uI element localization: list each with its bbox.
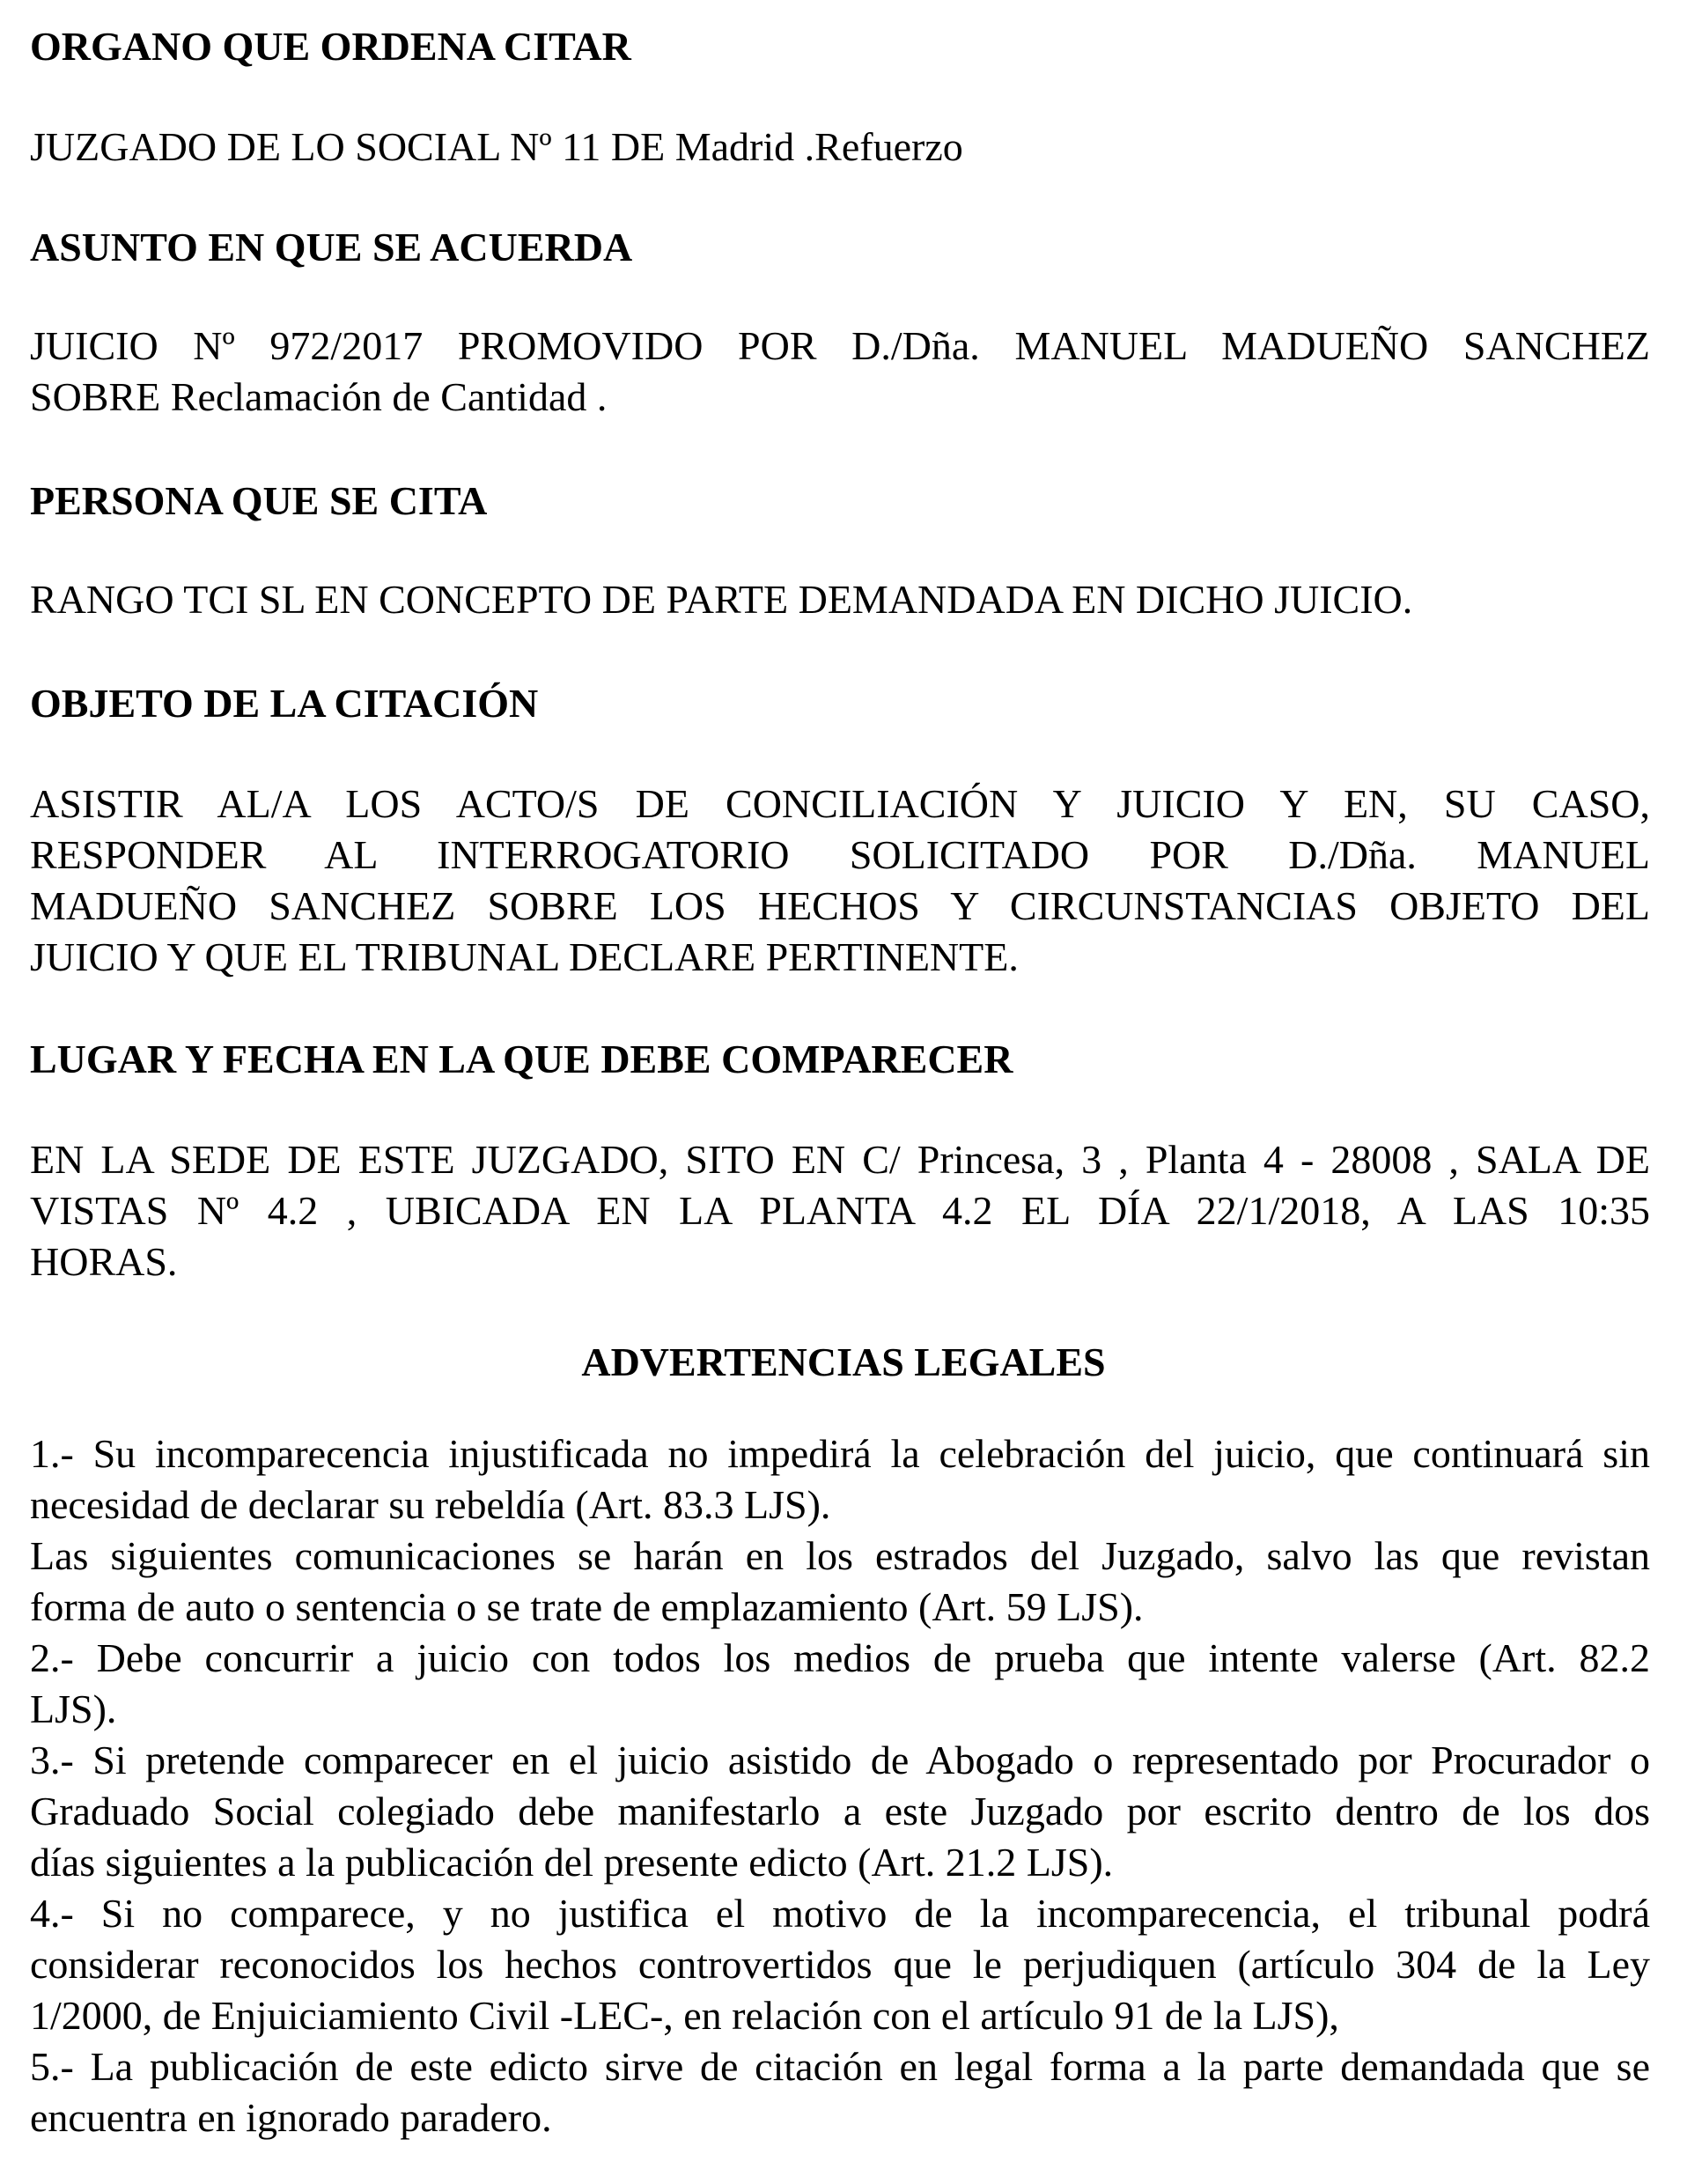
advertencia-line: 4.- Si no comparece, y no justifica el motivo de la incomparecencia, el tribunal podrá: [30, 1891, 1650, 1936]
advertencia-line: considerar reconocidos los hechos controvertidos que le perjudiquen (artículo 304 de la Ley: [30, 1942, 1650, 1987]
advertencia-line: encuentra en ignorado paradero.: [30, 2095, 552, 2140]
advertencia-line: LJS).: [30, 1686, 117, 1731]
objeto-line: ASISTIR AL/A LOS ACTO/S DE CONCILIACIÓN Y JUICIO Y EN, SU CASO,: [30, 781, 1650, 826]
heading-persona: PERSONA QUE SE CITA: [30, 478, 488, 523]
asunto-text: [30, 321, 1650, 423]
persona-text: [30, 574, 1650, 625]
advertencia-line: 5.- La publicación de este edicto sirve de citación en legal forma a la parte demandada que se: [30, 2044, 1650, 2089]
lugar-line: HORAS.: [30, 1239, 178, 1284]
advertencia-line: Las siguientes comunicaciones se harán en los estrados del Juzgado, salvo las que revistan: [30, 1533, 1650, 1578]
advertencia-line: 1/2000, de Enjuiciamiento Civil -LEC-, en relación con el artículo 91 de la LJS),: [30, 1993, 1339, 2038]
lugar-line: EN LA SEDE DE ESTE JUZGADO, SITO EN C/ Princesa, 3 , Planta 4 - 28008 , SALA DE: [30, 1137, 1650, 1182]
heading-lugar: LUGAR Y FECHA EN LA QUE DEBE COMPARECER: [30, 1037, 1013, 1081]
lugar-line: VISTAS Nº 4.2 , UBICADA EN LA PLANTA 4.2 EL DÍA 22/1/2018, A LAS 10:35: [30, 1188, 1650, 1233]
advertencias-title: ADVERTENCIAS LEGALES: [581, 1339, 1106, 1384]
heading-objeto: OBJETO DE LA CITACIÓN: [30, 681, 539, 726]
objeto-text: [30, 778, 1650, 983]
objeto-line: MADUEÑO SANCHEZ SOBRE LOS HECHOS Y CIRCUNSTANCIAS OBJETO DEL: [30, 883, 1650, 928]
heading-organo: ORGANO QUE ORDENA CITAR: [30, 24, 631, 69]
asunto-line: JUICIO Nº 972/2017 PROMOVIDO POR D./Dña. MANUEL MADUEÑO SANCHEZ: [30, 323, 1650, 368]
objeto-line: JUICIO Y QUE EL TRIBUNAL DECLARE PERTINENTE.: [30, 934, 1019, 979]
advertencia-line: necesidad de declarar su rebeldía (Art. 83.3 LJS).: [30, 1482, 831, 1527]
lugar-text: [30, 1134, 1650, 1288]
organo-text: [30, 122, 1650, 173]
advertencia-line: 1.- Su incomparecencia injustificada no impedirá la celebración del juicio, que continuará sin: [30, 1431, 1650, 1476]
heading-asunto: ASUNTO EN QUE SE ACUERDA: [30, 225, 633, 269]
advertencia-line: 2.- Debe concurrir a juicio con todos los medios de prueba que intente valerse (Art. 82.2: [30, 1635, 1650, 1680]
advertencia-line: días siguientes a la publicación del presente edicto (Art. 21.2 LJS).: [30, 1840, 1114, 1885]
advertencia-line: forma de auto o sentencia o se trate de emplazamiento (Art. 59 LJS).: [30, 1584, 1144, 1629]
objeto-line: RESPONDER AL INTERROGATORIO SOLICITADO POR D./Dña. MANUEL: [30, 832, 1650, 877]
advertencia-line: Graduado Social colegiado debe manifestarlo a este Juzgado por escrito dentro de los dos: [30, 1789, 1650, 1834]
advertencia-line: 3.- Si pretende comparecer en el juicio asistido de Abogado o representado por Procurador o: [30, 1738, 1650, 1782]
advertencias-text: [30, 1428, 1650, 2143]
asunto-line: SOBRE Reclamación de Cantidad .: [30, 374, 608, 419]
persona-line: RANGO TCI SL EN CONCEPTO DE PARTE DEMANDADA EN DICHO JUICIO.: [30, 577, 1413, 622]
organo-line: JUZGADO DE LO SOCIAL Nº 11 DE Madrid .Refuerzo: [30, 124, 963, 169]
